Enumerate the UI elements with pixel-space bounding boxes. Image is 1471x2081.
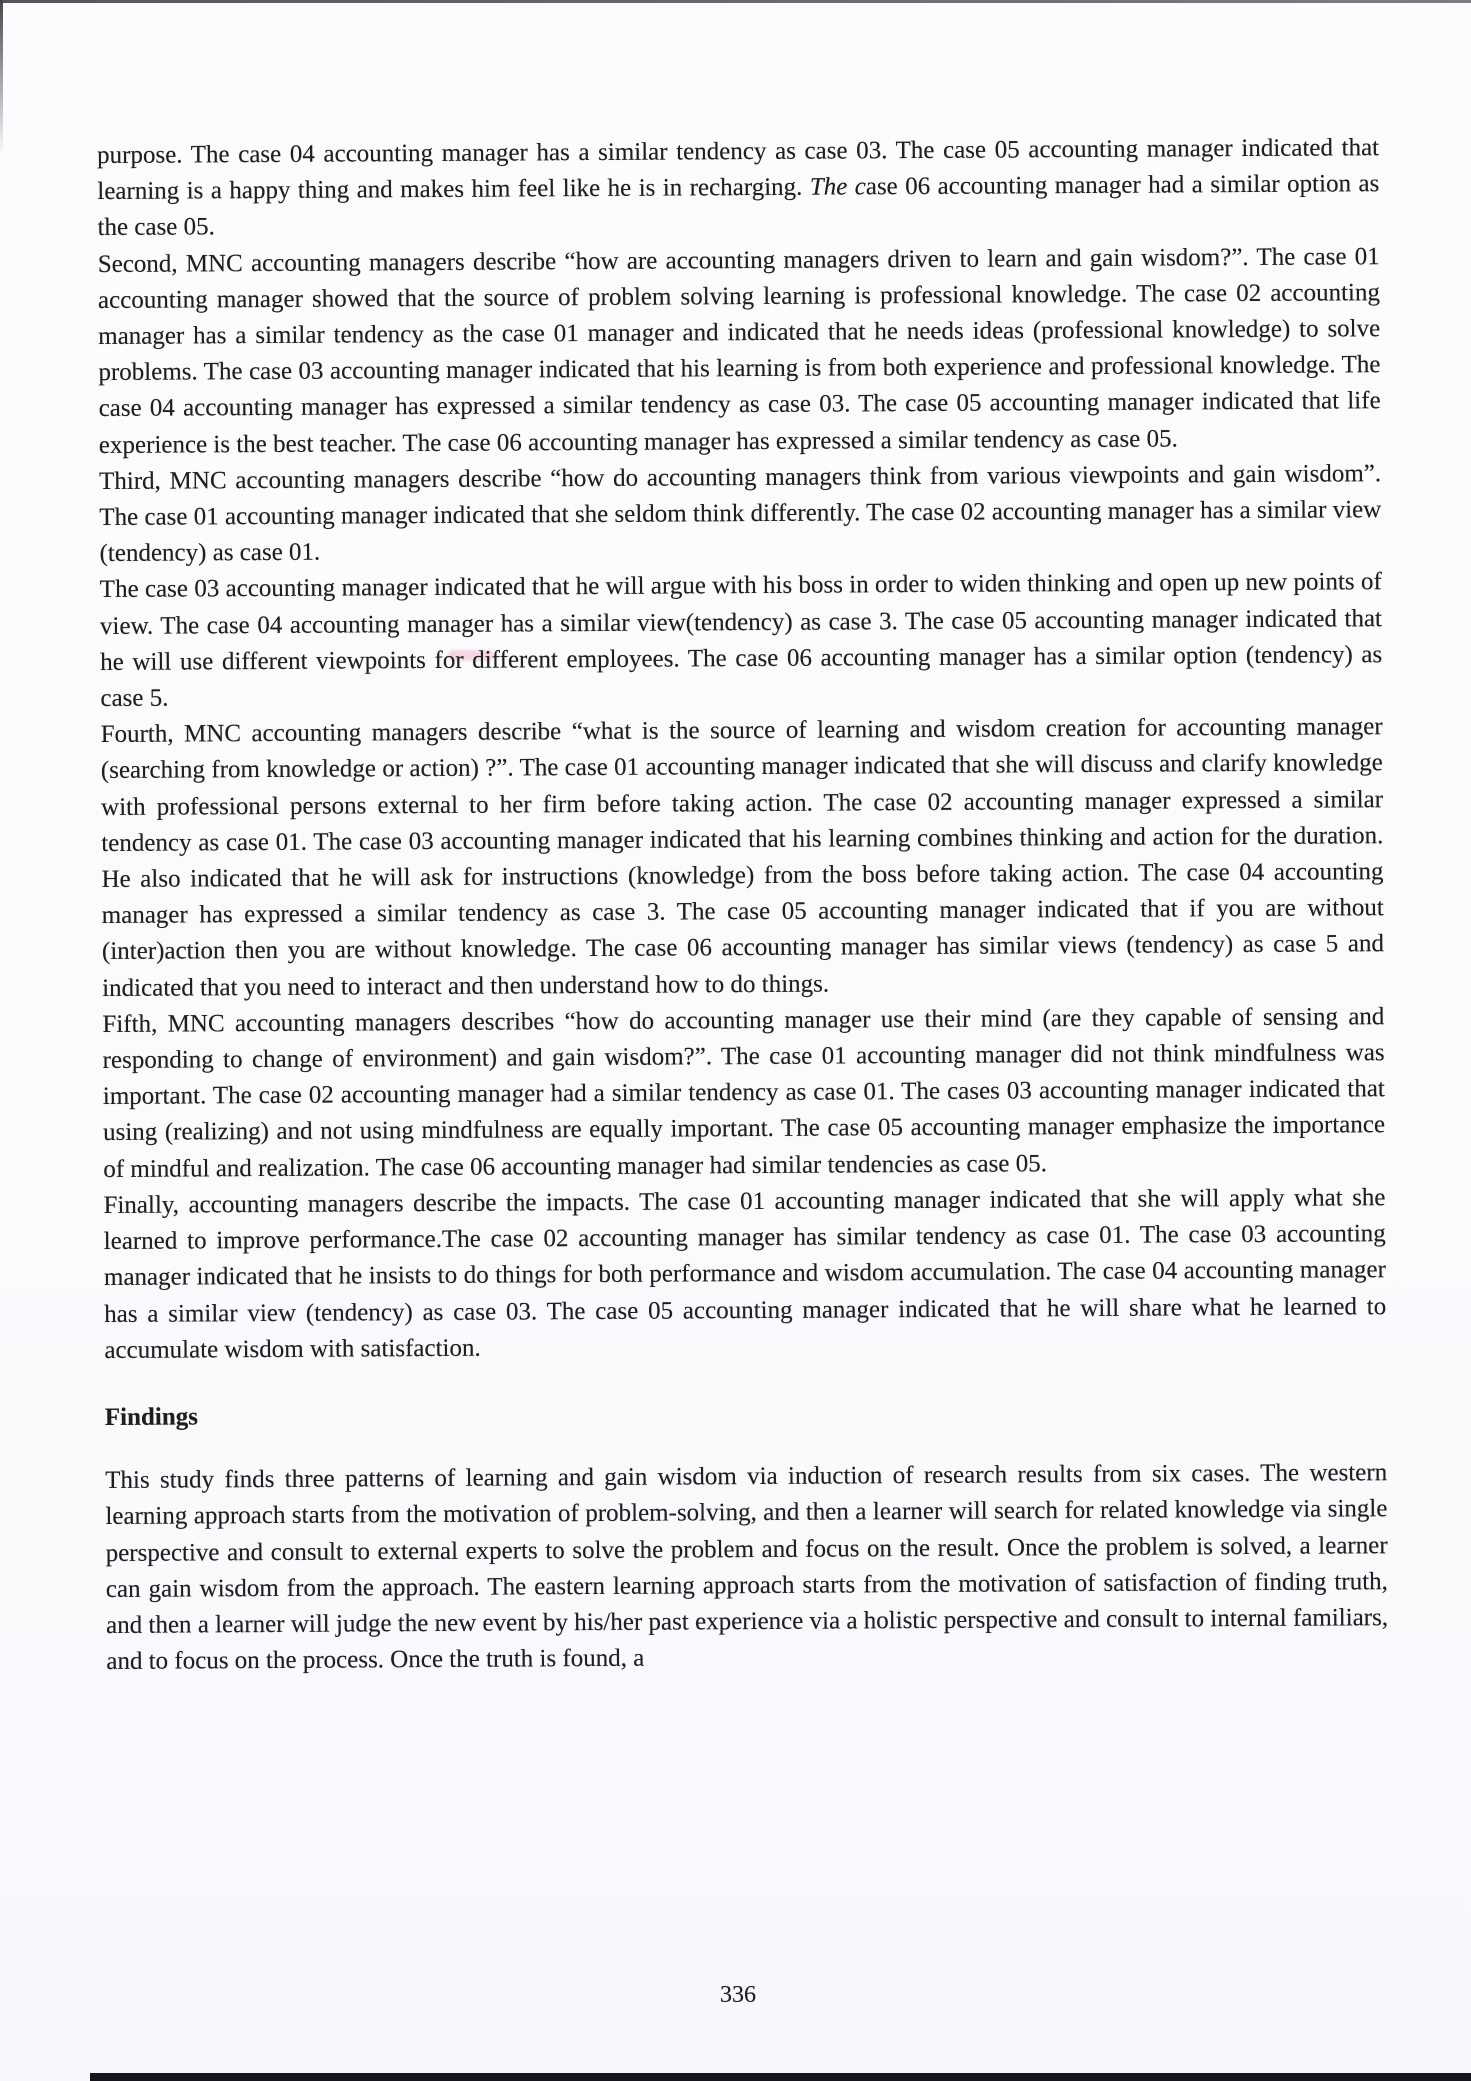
paragraph-1-text-end: ase 06 accounting manager had a similar option as the case 05.: [97, 170, 1380, 242]
page-number: 336: [720, 1982, 756, 2008]
body-paragraph-2: Second, MNC accounting managers describe “how are accounting managers driven to learn and gain wisdom?”. The case 01 accounting manager showed that the source of problem solving learning is professional knowledge. The case 02 accounting manager has a similar tendency as the case 01 manager and indicated that he needs ideas (professional knowledge) to solve problems. The case 03 accounting manager indicated that his learning is from both experience and professional knowledge. The case 04 accounting manager has expressed a similar tendency as case 03. The case 05 accounting manager indicated that life experience is the best teacher. The case 06 accounting manager has expressed a similar tendency as case 05.: [97, 242, 1381, 459]
scan-edge-left-line: [0, 0, 3, 155]
scan-edge-top-line: [0, 0, 1471, 3]
body-paragraph-7: Finally, accounting managers describe the impacts. The case 01 accounting manager indicated that she will apply what she learned to improve performance.The case 02 accounting manager has similar tendency as case 01. The case 03 accounting manager indicated that he insists to do things for both performance and wisdom accumulation. The case 04 accounting manager has a similar view (tendency) as case 03. The case 05 accounting manager indicated that he will share what he learned to accumulate wisdom with satisfaction.: [103, 1184, 1387, 1364]
findings-heading: Findings: [104, 1403, 199, 1431]
body-paragraph-4: The case 03 accounting manager indicated that he will argue with his boss in order to widen thinking and open up new points of view. The case 04 accounting manager has a similar view(tendency) as case 3. The case 05 accounting manager indicated that he will use different viewpoints for different employees. The case 06 accounting manager has a similar option (tendency) as case 5.: [99, 568, 1383, 713]
scan-bottom-bar: [90, 2073, 1471, 2081]
body-paragraph-5: Fourth, MNC accounting managers describe “what is the source of learning and wisdom creation for accounting manager (searching from knowledge or action) ?”. The case 01 accounting manager indicated that she will discuss and clarify knowledge with professional persons external to her firm before taking action. The case 02 accounting manager expressed a similar tendency as case 01. The case 03 accounting manager indicated that his learning combines thinking and action for the duration. He also indicated that he will ask for instructions (knowledge) from the boss before taking action. The case 04 accounting manager has expressed a similar tendency as case 3. The case 05 accounting manager indicated that if you are without (inter)action then you are without knowledge. The case 06 accounting manager has similar views (tendency) as case 5 and indicated that you need to interact and then understand how to do things.: [100, 713, 1385, 1002]
body-paragraph-3: Third, MNC accounting managers describe “how do accounting managers think from various viewpoints and gain wisdom”. The case 01 accounting manager indicated that she seldom think differently. The case 02 accounting manager has a similar view (tendency) as case 01.: [99, 459, 1382, 568]
paragraph-1-italic-text: The c: [809, 173, 866, 201]
body-paragraph-1: [97, 130, 1380, 246]
page-content: [97, 130, 1388, 1680]
body-paragraph-8: This study finds three patterns of learning and gain wisdom via induction of research results from six cases. The western learning approach starts from the motivation of problem-solving, and then a learner will search for related knowledge via single perspective and consult to external experts to solve the problem and focus on the result. Once the problem is solved, a learner can gain wisdom from the approach. The eastern learning approach starts from the motivation of satisfaction of finding truth, and then a learner will judge the new event by his/her past experience via a holistic perspective and consult to internal familiars, and to focus on the process. Once the truth is found, a: [105, 1459, 1389, 1676]
paragraph-1-text: purpose. The case 04 accounting manager has a similar tendency as case 03. The case 05 accounting manager indicated that learning is a happy thing and makes him feel like he is in recharging.: [97, 134, 1380, 206]
body-paragraph-6: Fifth, MNC accounting managers describes “how do accounting manager use their mind (are they capable of sensing and responding to change of environment) and gain wisdom?”. The case 01 accounting manager did not think mindfulness was important. The case 02 accounting manager had a similar tendency as case 01. The cases 03 accounting manager indicated that using (realizing) and not using mindfulness are equally important. The case 05 accounting manager emphasize the importance of mindful and realization. The case 06 accounting manager had similar tendencies as case 05.: [102, 1003, 1386, 1183]
